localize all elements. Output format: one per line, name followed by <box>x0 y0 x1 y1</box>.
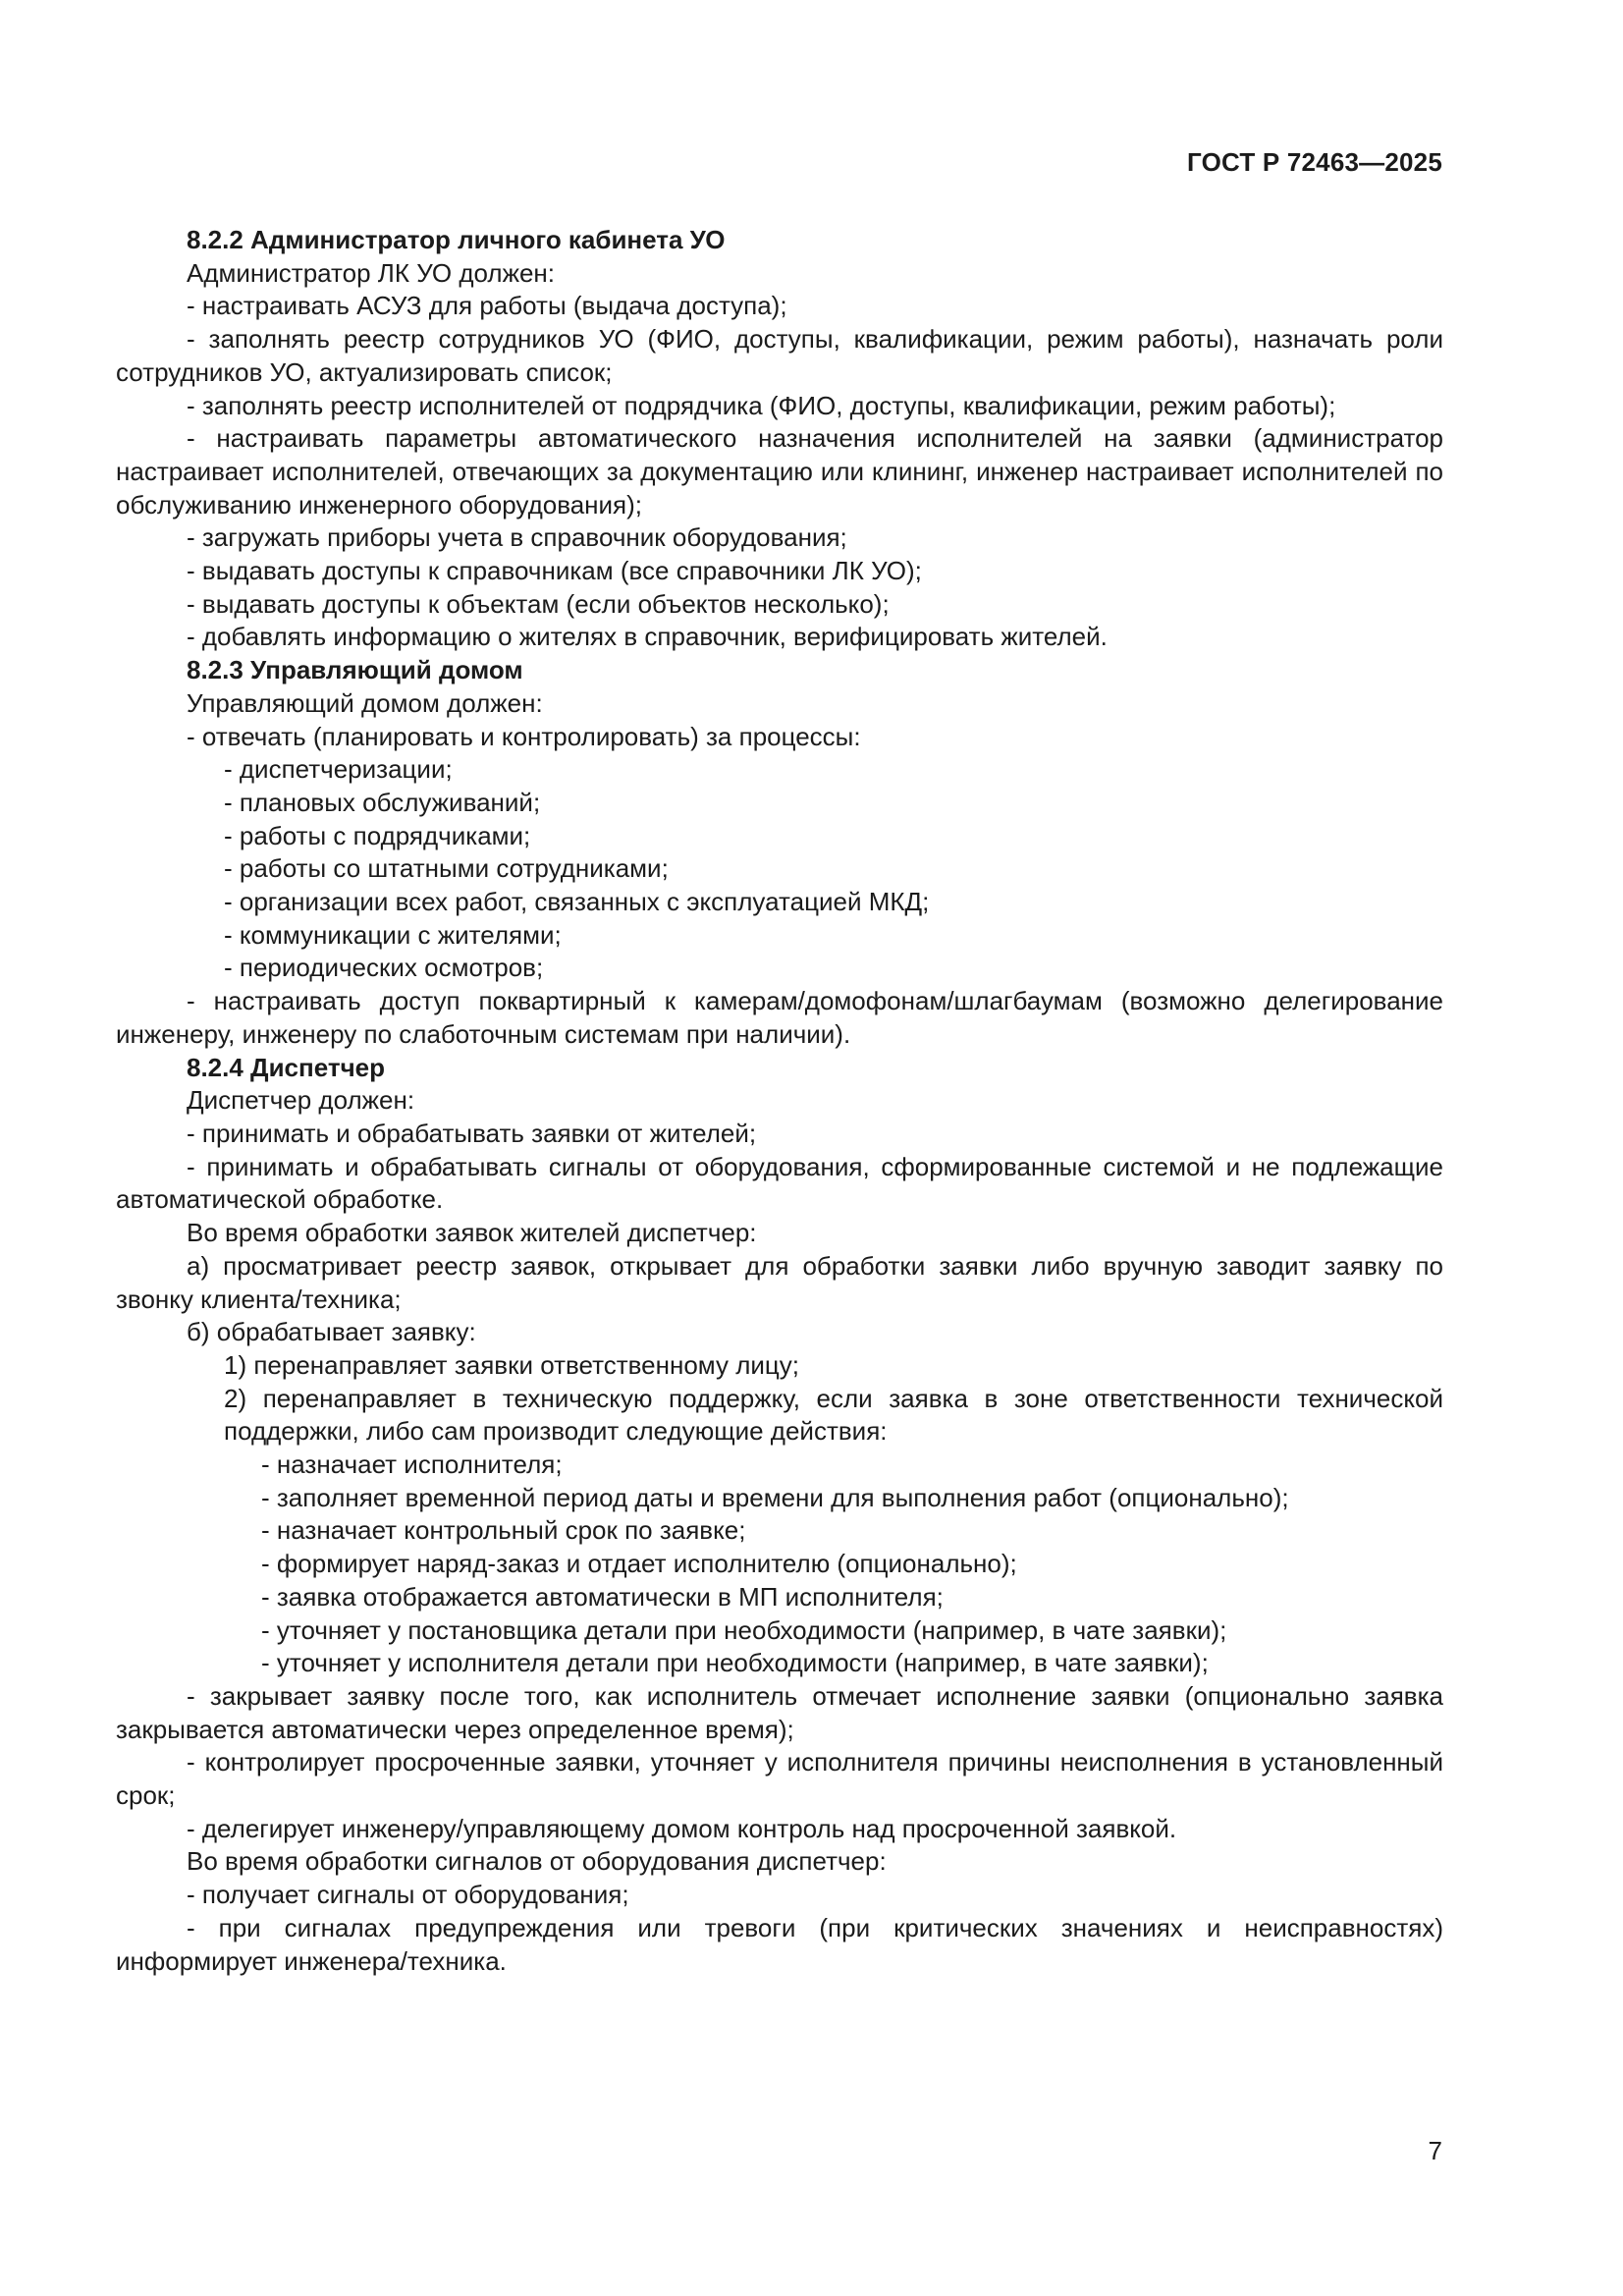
numbered-item-1: 1) перенаправляет заявки ответственному лицу; <box>224 1349 800 1380</box>
list-item: - принимать и обрабатывать сигналы от оборудования, сформированные системой и не подлежащие автоматической обработке. <box>116 1151 1443 1215</box>
section-heading-8-2-3: 8.2.3 Управляющий домом <box>187 655 523 685</box>
sub-list-item: - уточняет у исполнителя детали при необходимости (например, в чате заявки); <box>261 1648 1209 1678</box>
numbered-item-2: 2) перенаправляет в техническую поддержку, если заявка в зоне ответственности технической поддержки, либо сам производит следующие действия: <box>224 1383 1443 1447</box>
list-item: - контролирует просроченные заявки, уточняет у исполнителя причины неисполнения в установленный срок; <box>116 1747 1443 1811</box>
sub-list-item: - заявка отображается автоматически в МП исполнителя; <box>261 1581 944 1612</box>
paragraph: Диспетчер должен: <box>187 1085 415 1116</box>
standard-number: ГОСТ Р 72463—2025 <box>1187 147 1442 177</box>
section-heading-8-2-2: 8.2.2 Администратор личного кабинета УО <box>187 225 726 254</box>
list-item: - настраивать параметры автоматического назначения исполнителей на заявки (администратор настраивает исполнителей, отвечающих за документацию или клининг, инженер настраивает исполнителей по обслуживанию инженерного оборудования); <box>116 423 1443 519</box>
sub-list-item: - диспетчеризации; <box>224 754 453 785</box>
sub-list-item: - назначает контрольный срок по заявке; <box>261 1515 746 1546</box>
list-item: - закрывает заявку после того, как исполнитель отмечает исполнение заявки (опционально заявка закрывается автоматически через определенное время); <box>116 1680 1443 1744</box>
enumerated-item-b: б) обрабатывает заявку: <box>187 1317 476 1347</box>
sub-list-item: - заполняет временной период даты и времени для выполнения работ (опционально); <box>261 1482 1289 1512</box>
sub-list-item: - работы с подрядчиками; <box>224 820 531 850</box>
list-item: - получает сигналы от оборудования; <box>187 1880 629 1910</box>
enumerated-item-a: а) просматривает реестр заявок, открывает для обработки заявки либо вручную заводит заявку по звонку клиента/техника; <box>116 1250 1443 1314</box>
list-item: - делегирует инженеру/управляющему домом контроль над просроченной заявкой. <box>187 1813 1177 1843</box>
list-item: - настраивать АСУЗ для работы (выдача доступа); <box>187 291 787 321</box>
list-item: - добавлять информацию о жителях в справочник, верифицировать жителей. <box>187 622 1108 652</box>
list-item: - загружать приборы учета в справочник оборудования; <box>187 522 847 553</box>
paragraph: Во время обработки заявок жителей диспетчер: <box>187 1218 757 1248</box>
sub-list-item: - организации всех работ, связанных с эксплуатацией МКД; <box>224 887 930 917</box>
sub-list-item: - назначает исполнителя; <box>261 1449 563 1480</box>
sub-list-item: - коммуникации с жителями; <box>224 919 562 950</box>
list-item: - настраивать доступ поквартирный к камерам/домофонам/шлагбаумам (возможно делегирование инженеру, инженеру по слаботочным системам при наличии). <box>116 986 1443 1049</box>
sub-list-item: - уточняет у постановщика детали при необходимости (например, в чате заявки); <box>261 1614 1227 1645</box>
sub-list-item: - периодических осмотров; <box>224 953 544 983</box>
sub-list-item: - работы со штатными сотрудниками; <box>224 853 669 884</box>
list-item: - выдавать доступы к справочникам (все справочники ЛК УО); <box>187 556 922 586</box>
list-item: - отвечать (планировать и контролировать) за процессы: <box>187 721 861 751</box>
list-item: - принимать и обрабатывать заявки от жителей; <box>187 1118 757 1148</box>
list-item: - заполнять реестр сотрудников УО (ФИО, доступы, квалификации, режим работы), назначать роли сотрудников УО, актуализировать список; <box>116 324 1443 387</box>
paragraph: Управляющий домом должен: <box>187 687 543 718</box>
page-number: 7 <box>1428 2136 1442 2165</box>
list-item: - выдавать доступы к объектам (если объектов несколько); <box>187 588 890 619</box>
paragraph: Во время обработки сигналов от оборудования диспетчер: <box>187 1846 887 1877</box>
sub-list-item: - плановых обслуживаний; <box>224 787 541 817</box>
list-item: - заполнять реестр исполнителей от подрядчика (ФИО, доступы, квалификации, режим работы); <box>187 390 1336 420</box>
paragraph: Администратор ЛК УО должен: <box>187 257 556 288</box>
sub-list-item: - формирует наряд-заказ и отдает исполнителю (опционально); <box>261 1549 1017 1579</box>
section-heading-8-2-4: 8.2.4 Диспетчер <box>187 1052 386 1082</box>
document-body <box>116 224 1443 1978</box>
list-item: - при сигналах предупреждения или тревоги (при критических значениях и неисправностях) информирует инженера/техника. <box>116 1912 1443 1976</box>
